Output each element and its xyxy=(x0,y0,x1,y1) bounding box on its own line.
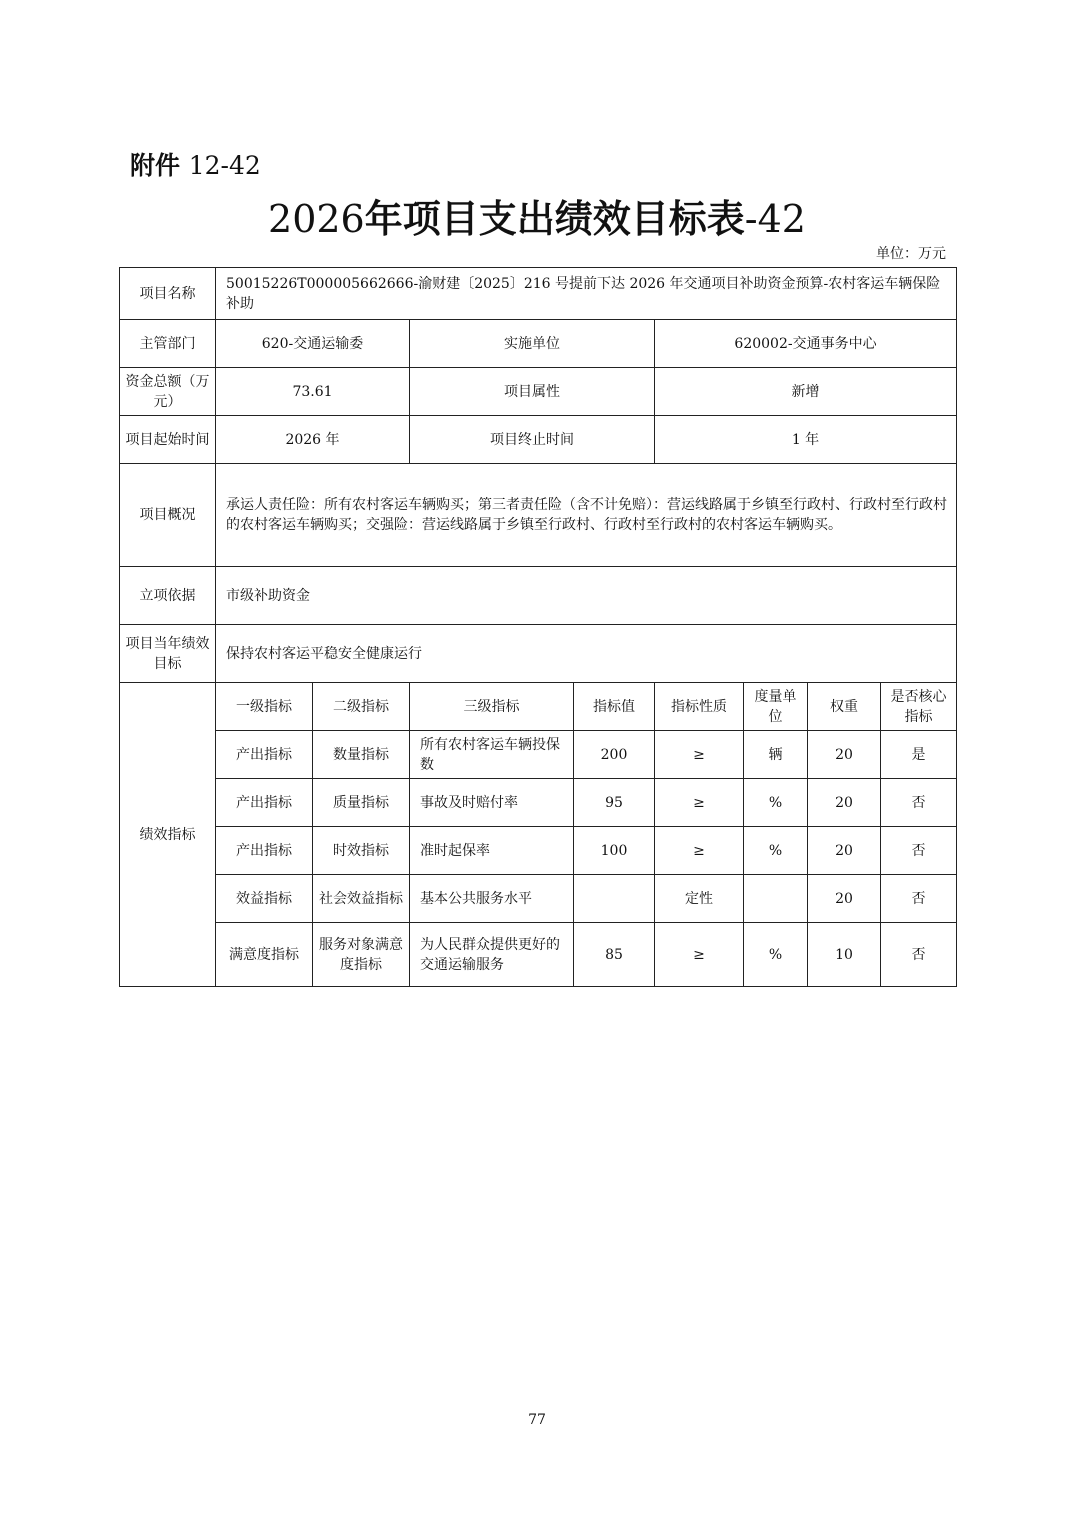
indicator-unit xyxy=(744,875,808,923)
indicator-nature: 定性 xyxy=(655,875,744,923)
attr-value: 新增 xyxy=(655,368,957,416)
indicator-value xyxy=(574,875,655,923)
indicator-level3: 准时起保率 xyxy=(410,827,574,875)
fund-label: 资金总额（万元） xyxy=(120,368,216,416)
indicator-level3: 为人民群众提供更好的交通运输服务 xyxy=(410,923,574,987)
header-level3: 三级指标 xyxy=(410,683,574,731)
indicator-value: 85 xyxy=(574,923,655,987)
indicator-row xyxy=(120,731,957,779)
indicator-weight: 10 xyxy=(808,923,881,987)
goal-value: 保持农村客运平稳安全健康运行 xyxy=(216,625,957,683)
indicator-core: 否 xyxy=(881,923,957,987)
row-project-name xyxy=(120,268,957,320)
overview-value: 承运人责任险：所有农村客运车辆购买；第三者责任险（含不计免赔）：营运线路属于乡镇至行政村、行政村至行政村的农村客运车辆购买；交强险：营运线路属于乡镇至行政村、行政村至行政村的农村客运车辆购买。 xyxy=(216,464,957,567)
end-value: 1 年 xyxy=(655,416,957,464)
header-value: 指标值 xyxy=(574,683,655,731)
attr-label: 项目属性 xyxy=(410,368,655,416)
indicator-level2: 社会效益指标 xyxy=(313,875,410,923)
unit-label: 单位：万元 xyxy=(876,246,946,262)
indicator-level2: 服务对象满意度指标 xyxy=(313,923,410,987)
row-basis xyxy=(120,567,957,625)
header-weight: 权重 xyxy=(808,683,881,731)
overview-label: 项目概况 xyxy=(120,464,216,567)
indicator-level1: 产出指标 xyxy=(216,827,313,875)
indicator-nature: ≥ xyxy=(655,923,744,987)
indicator-unit: % xyxy=(744,923,808,987)
indicator-core: 否 xyxy=(881,875,957,923)
indicator-level1: 产出指标 xyxy=(216,779,313,827)
indicator-nature: ≥ xyxy=(655,731,744,779)
indicators-section-label: 绩效指标 xyxy=(120,683,216,987)
fund-value: 73.61 xyxy=(216,368,410,416)
project-name-value: 50015226T000005662666-渝财建〔2025〕216 号提前下达 2026 年交通项目补助资金预算-农村客运车辆保险补助 xyxy=(216,268,957,320)
indicator-level2: 数量指标 xyxy=(313,731,410,779)
start-label: 项目起始时间 xyxy=(120,416,216,464)
indicator-core: 否 xyxy=(881,827,957,875)
header-level2: 二级指标 xyxy=(313,683,410,731)
indicator-level3: 基本公共服务水平 xyxy=(410,875,574,923)
header-core: 是否核心指标 xyxy=(881,683,957,731)
indicator-value: 100 xyxy=(574,827,655,875)
row-overview xyxy=(120,464,957,567)
indicator-core: 是 xyxy=(881,731,957,779)
impl-label: 实施单位 xyxy=(410,320,655,368)
indicator-level1: 效益指标 xyxy=(216,875,313,923)
indicator-level1: 满意度指标 xyxy=(216,923,313,987)
indicator-header-row xyxy=(120,683,957,731)
indicator-weight: 20 xyxy=(808,779,881,827)
indicator-weight: 20 xyxy=(808,875,881,923)
row-goal xyxy=(120,625,957,683)
row-period xyxy=(120,416,957,464)
basis-value: 市级补助资金 xyxy=(216,567,957,625)
indicator-value: 200 xyxy=(574,731,655,779)
title-text: 年项目支出绩效目标表 xyxy=(364,196,745,241)
goal-label: 项目当年绩效目标 xyxy=(120,625,216,683)
title-year: 2026 xyxy=(268,197,365,241)
indicator-value: 95 xyxy=(574,779,655,827)
indicator-level3: 所有农村客运车辆投保数 xyxy=(410,731,574,779)
basis-label: 立项依据 xyxy=(120,567,216,625)
indicator-unit: 辆 xyxy=(744,731,808,779)
dept-value: 620-交通运输委 xyxy=(216,320,410,368)
indicator-unit: % xyxy=(744,779,808,827)
indicator-core: 否 xyxy=(881,779,957,827)
attachment-label xyxy=(130,146,261,182)
attachment-number: 12-42 xyxy=(188,151,261,180)
indicator-nature: ≥ xyxy=(655,779,744,827)
indicator-row xyxy=(120,875,957,923)
indicator-row xyxy=(120,827,957,875)
row-department xyxy=(120,320,957,368)
header-unit: 度量单位 xyxy=(744,683,808,731)
row-fund xyxy=(120,368,957,416)
indicator-row xyxy=(120,779,957,827)
performance-target-table xyxy=(119,267,957,987)
title-suffix: -42 xyxy=(744,197,806,241)
indicator-nature: ≥ xyxy=(655,827,744,875)
dept-label: 主管部门 xyxy=(120,320,216,368)
indicator-weight: 20 xyxy=(808,827,881,875)
end-label: 项目终止时间 xyxy=(410,416,655,464)
indicator-level2: 质量指标 xyxy=(313,779,410,827)
indicator-level1: 产出指标 xyxy=(216,731,313,779)
indicator-row xyxy=(120,923,957,987)
indicator-level2: 时效指标 xyxy=(313,827,410,875)
header-level1: 一级指标 xyxy=(216,683,313,731)
project-name-label: 项目名称 xyxy=(120,268,216,320)
attachment-text: 附件 xyxy=(130,151,181,180)
impl-value: 620002-交通事务中心 xyxy=(655,320,957,368)
header-nature: 指标性质 xyxy=(655,683,744,731)
start-value: 2026 年 xyxy=(216,416,410,464)
indicator-level3: 事故及时赔付率 xyxy=(410,779,574,827)
indicator-weight: 20 xyxy=(808,731,881,779)
page-number: 77 xyxy=(528,1412,546,1428)
page-title xyxy=(0,188,1074,243)
indicator-unit: % xyxy=(744,827,808,875)
